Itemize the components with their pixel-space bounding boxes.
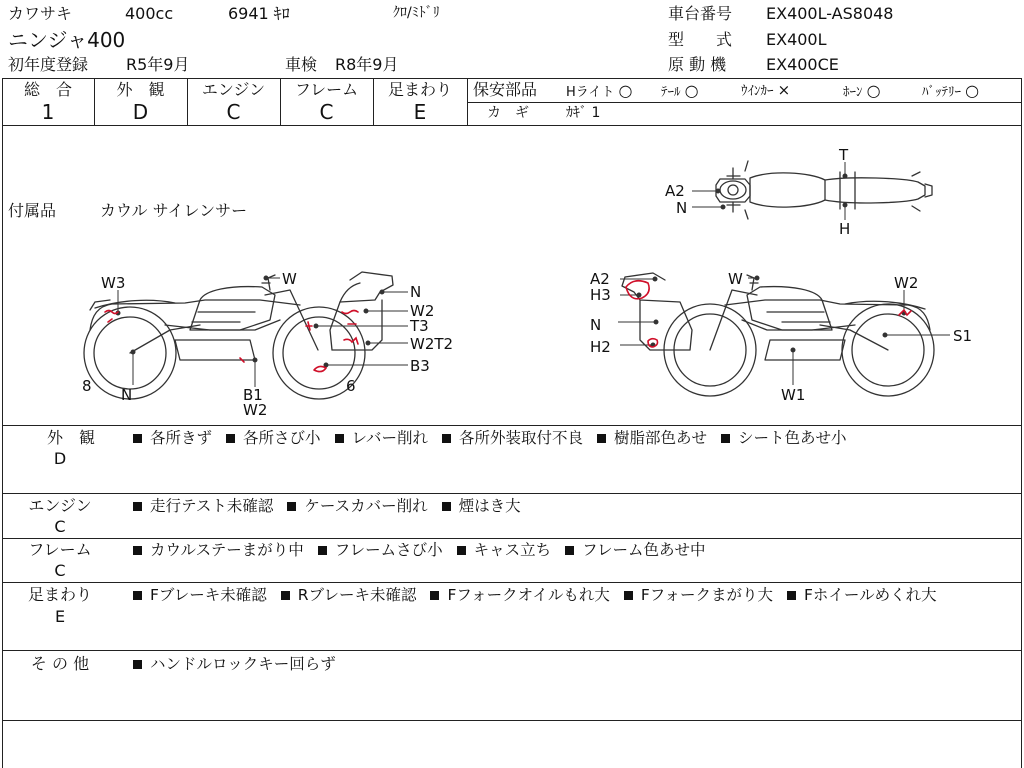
chassis-value: EX400L-AS8048 bbox=[766, 4, 894, 23]
grade-overall-label: 総 合 bbox=[23, 80, 72, 99]
accessories-value: カウル サイレンサー bbox=[100, 201, 248, 220]
diag-left-W2: W2 bbox=[410, 302, 435, 320]
color: ｸﾛ/ﾐﾄﾞﾘ bbox=[393, 5, 440, 21]
safety-headlight: Hライト ○ bbox=[566, 81, 633, 100]
safety-winker: ｳｲﾝｶｰ × bbox=[741, 81, 791, 99]
diag-right-W: W bbox=[728, 270, 743, 288]
diag-top-A2: A2 bbox=[665, 182, 685, 200]
safety-label: 保安部品 bbox=[473, 80, 538, 99]
accessories-label: 付属品 bbox=[8, 201, 57, 220]
note-exterior-items: 各所きず 各所さび小 レバー削れ 各所外装取付不良 樹脂部色あせ シート色あせ小 bbox=[133, 427, 1013, 449]
diag-left-B3: B3 bbox=[410, 357, 430, 375]
diag-top-T: T bbox=[839, 146, 849, 164]
diag-left-6: 6 bbox=[346, 377, 356, 395]
first-registration-label: 初年度登録 bbox=[8, 55, 89, 74]
grade-exterior-value: D bbox=[132, 100, 149, 124]
grade-suspension-value: E bbox=[413, 100, 427, 124]
grade-overall-value: 1 bbox=[41, 100, 55, 124]
diag-left-T3: T3 bbox=[410, 317, 429, 335]
diag-left-B1: B1 bbox=[243, 386, 263, 404]
grade-suspension-label: 足まわり bbox=[387, 80, 452, 99]
displacement: 400cc bbox=[125, 4, 174, 23]
inspection-value: R8年9月 bbox=[335, 55, 399, 74]
chassis-label: 車台番号 bbox=[668, 4, 733, 23]
diag-right-A2: A2 bbox=[590, 270, 610, 288]
type-label: 型 式 bbox=[668, 30, 733, 49]
safety-battery: ﾊﾞｯﾃﾘｰ ○ bbox=[922, 81, 980, 100]
note-exterior-label: 外 観 bbox=[46, 428, 95, 447]
engine-model-label: 原 動 機 bbox=[668, 55, 727, 74]
diag-right-N: N bbox=[590, 316, 602, 334]
inspection-label: 車検 bbox=[285, 55, 318, 74]
key-value: ｶｷﾞ 1 bbox=[566, 105, 601, 121]
note-other-items: ハンドルロックキー回らず bbox=[133, 653, 1013, 675]
note-engine-items: 走行テスト未確認 ケースカバー削れ 煙はき大 bbox=[133, 495, 1013, 517]
diag-left-W2-b: W2 bbox=[243, 401, 268, 419]
diag-right-H2: H2 bbox=[590, 338, 611, 356]
diag-right-H3: H3 bbox=[590, 286, 611, 304]
grade-frame-label: フレーム bbox=[294, 80, 359, 99]
note-suspension-grade: E bbox=[54, 607, 66, 626]
note-exterior-grade: D bbox=[53, 449, 67, 468]
note-engine-grade: C bbox=[54, 517, 66, 536]
engine-model-value: EX400CE bbox=[766, 55, 839, 74]
note-engine-label: エンジン bbox=[28, 496, 92, 515]
note-other-label: そ の 他 bbox=[30, 654, 90, 673]
mileage: 6941 ｷﾛ bbox=[228, 4, 290, 23]
model-name: ニンジャ400 bbox=[8, 28, 126, 52]
diag-right-W2: W2 bbox=[894, 274, 919, 292]
note-frame-grade: C bbox=[54, 561, 66, 580]
key-label: カ ギ bbox=[487, 105, 529, 121]
diag-left-N2: N bbox=[121, 386, 133, 404]
diag-left-W3: W3 bbox=[101, 274, 126, 292]
diag-left-W: W bbox=[282, 270, 297, 288]
diag-right-S1: S1 bbox=[953, 327, 973, 345]
note-frame-label: フレーム bbox=[28, 540, 92, 559]
diag-right-W1: W1 bbox=[781, 386, 806, 404]
grade-exterior-label: 外 観 bbox=[116, 80, 165, 99]
grade-engine-label: エンジン bbox=[201, 80, 266, 99]
note-suspension-items: Fブレーキ未確認 Rブレーキ未確認 Fフォークオイルもれ大 Fフォークまがり大 Fホイールめくれ大 bbox=[133, 584, 1013, 606]
note-frame-items: カウルステーまがり中 フレームさび小 キャス立ち フレーム色あせ中 bbox=[133, 539, 1013, 561]
bike-top-view bbox=[716, 161, 932, 219]
diag-left-W2T2: W2T2 bbox=[410, 335, 454, 353]
grade-frame-value: C bbox=[319, 100, 334, 124]
maker: カワサキ bbox=[8, 4, 73, 23]
grade-engine-value: C bbox=[226, 100, 241, 124]
note-suspension-label: 足まわり bbox=[27, 585, 92, 604]
diag-left-N: N bbox=[410, 283, 422, 301]
safety-tail: ﾃｰﾙ ○ bbox=[661, 81, 699, 100]
diag-left-8: 8 bbox=[82, 377, 92, 395]
safety-horn: ﾎｰﾝ ○ bbox=[843, 81, 881, 100]
type-value: EX400L bbox=[766, 30, 827, 49]
diag-top-H: H bbox=[839, 220, 851, 238]
diag-top-N: N bbox=[676, 199, 688, 217]
first-registration-value: R5年9月 bbox=[126, 55, 190, 74]
